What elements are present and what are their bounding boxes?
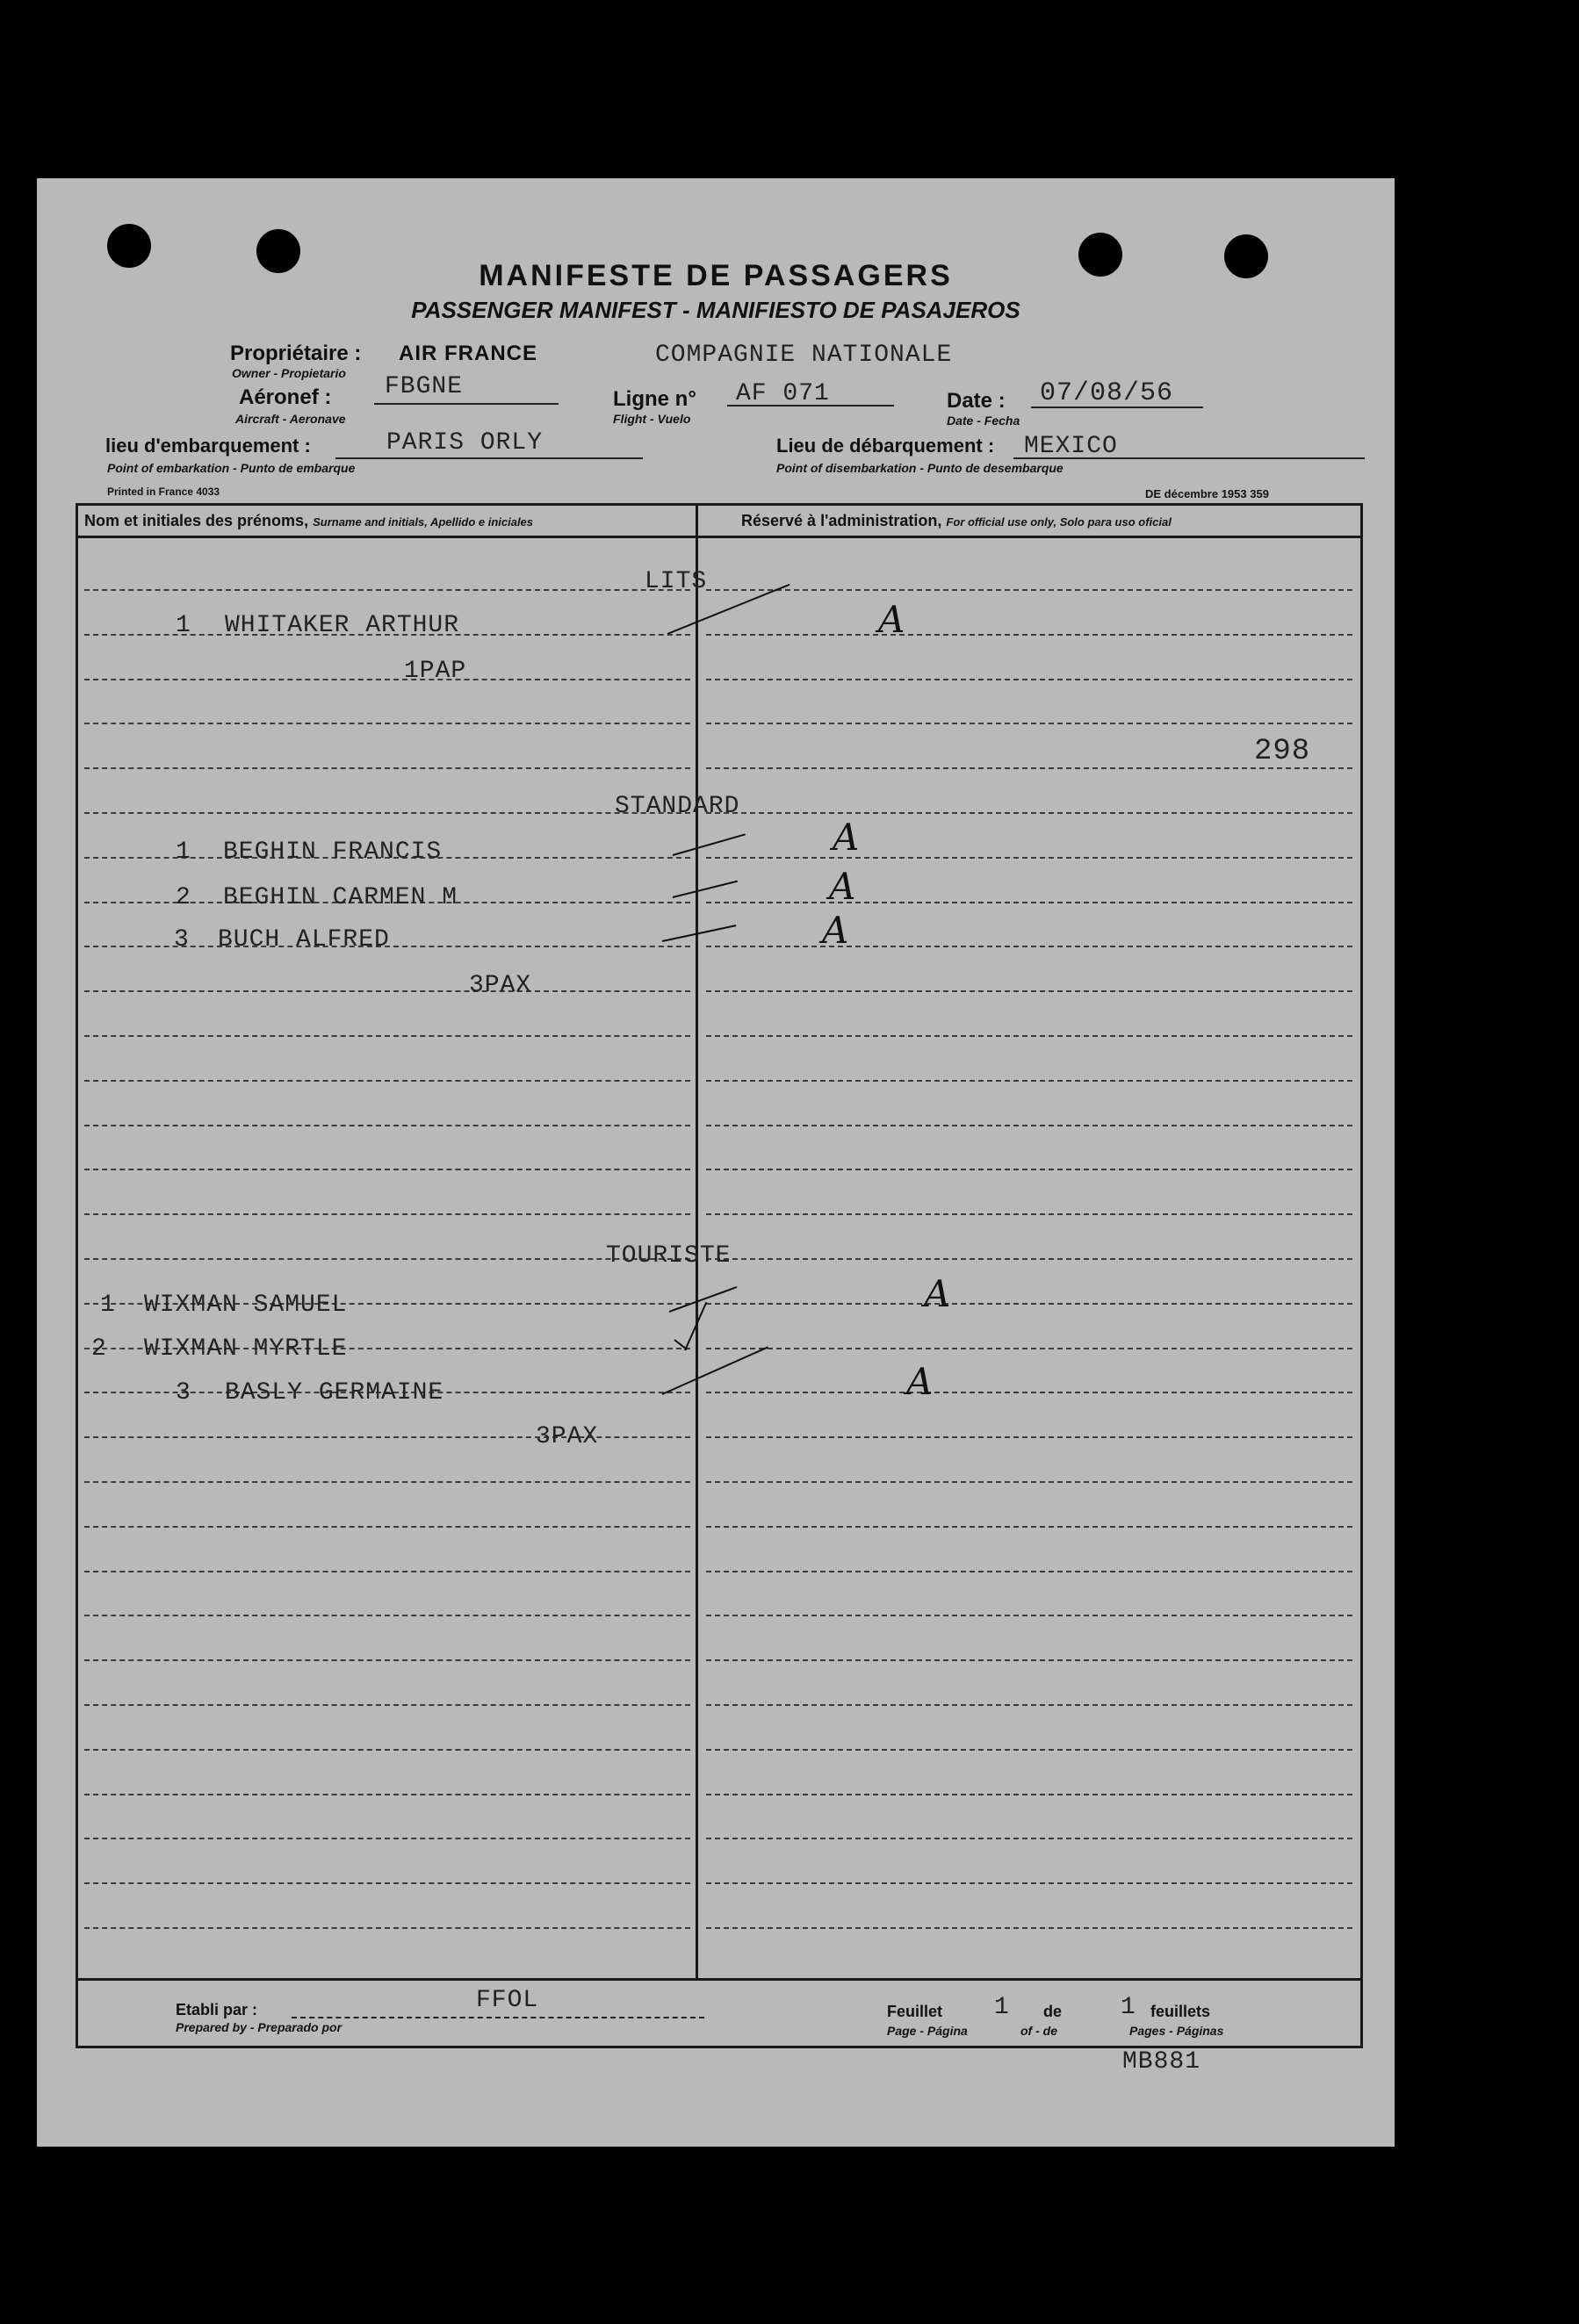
title-english-spanish: PASSENGER MANIFEST - MANIFIESTO DE PASAJEROS [411, 297, 1020, 323]
ruled-line [84, 1927, 690, 1929]
pages-sublabel: Pages - Páginas [1129, 2024, 1224, 2038]
aircraft-sublabel: Aircraft - Aeronave [235, 412, 346, 426]
page-value: 1 [994, 1994, 1010, 2021]
passenger-number: 3 [176, 1379, 191, 1407]
page-label: Feuillet [887, 2003, 943, 2020]
ruled-line [706, 1258, 1352, 1260]
ruled-line [84, 1615, 690, 1616]
passenger-name: BEGHIN CARMEN M [223, 884, 458, 911]
of-value: 1 [1121, 1994, 1136, 2021]
ruled-line [706, 1927, 1352, 1929]
ruled-line [706, 1659, 1352, 1661]
page-sublabel: Page - Página [887, 2024, 968, 2038]
ruled-line [706, 1436, 1352, 1438]
left-column-header: Nom et initiales des prénoms, Surname and initials, Apellido e iniciales [84, 512, 534, 529]
passenger-number: 1 [100, 1292, 116, 1319]
prepared-by-sublabel: Prepared by - Preparado por [176, 2020, 342, 2034]
reference-code: MB881 [1122, 2048, 1201, 2076]
passenger-number: 2 [176, 884, 191, 911]
aircraft-value: FBGNE [385, 373, 464, 400]
ruled-line [706, 723, 1352, 724]
class-touriste: TOURISTE [606, 1242, 732, 1270]
admin-mark: A [822, 909, 849, 952]
owner-typed-value: COMPAGNIE NATIONALE [655, 342, 953, 369]
admin-mark: A [833, 816, 860, 859]
ruled-line [706, 990, 1352, 992]
ruled-line [84, 589, 690, 591]
ruled-line [84, 1571, 690, 1572]
aircraft-label: Aéronef : [239, 385, 332, 409]
ruled-line [84, 1258, 690, 1260]
flight-value: AF 071 [736, 380, 830, 407]
ruled-line [84, 679, 690, 680]
ruled-line [706, 1080, 1352, 1082]
ruled-line [84, 990, 690, 992]
manifest-paper [37, 178, 1395, 2147]
passenger-name: BEGHIN FRANCIS [223, 838, 443, 866]
ruled-line [706, 1571, 1352, 1572]
ruled-line [706, 1526, 1352, 1528]
ruled-line [84, 1838, 690, 1839]
form-code: DE décembre 1953 359 [1145, 487, 1269, 500]
ruled-line [706, 1794, 1352, 1795]
ruled-line [706, 1704, 1352, 1706]
admin-note: 298 [1254, 735, 1311, 768]
flight-label: Ligne n° [613, 387, 696, 411]
ruled-line [706, 1348, 1352, 1349]
right-column-header: Réservé à l'administration, For official use only, Solo para uso oficial [741, 512, 1172, 529]
ruled-line [706, 857, 1352, 859]
ruled-line [84, 1080, 690, 1082]
of-label: de [1043, 2003, 1063, 2020]
disembarkation-label: Lieu de débarquement : [776, 435, 995, 457]
passenger-number: 1 [176, 612, 191, 639]
embarkation-sublabel: Point of embarkation - Punto de embarque [107, 461, 356, 475]
passenger-name: BASLY GERMAINE [225, 1379, 444, 1407]
disembarkation-sublabel: Point of disembarkation - Punto de desembarque [776, 461, 1063, 475]
flight-sublabel: Flight - Vuelo [613, 412, 691, 426]
admin-mark: A [906, 1360, 934, 1403]
ruled-line [706, 679, 1352, 680]
ruled-line [706, 1481, 1352, 1483]
ruled-line [84, 1213, 690, 1215]
ruled-line [706, 1125, 1352, 1126]
ruled-line [84, 1125, 690, 1126]
class-lits: LITS [645, 568, 708, 595]
ruled-line [706, 1838, 1352, 1839]
ruled-line [706, 902, 1352, 903]
ruled-line [706, 1749, 1352, 1751]
ruled-line [706, 1303, 1352, 1305]
prepared-by-value: FFOL [476, 1987, 539, 2014]
disembarkation-value: MEXICO [1024, 433, 1118, 460]
ruled-line [706, 1035, 1352, 1037]
ruled-line [706, 1169, 1352, 1170]
ruled-line [706, 634, 1352, 636]
section-total: 3PAX [536, 1423, 599, 1450]
embarkation-label: lieu d'embarquement : [105, 435, 311, 457]
passenger-name: WIXMAN MYRTLE [144, 1335, 348, 1363]
title-french: MANIFESTE DE PASSAGERS [479, 259, 953, 292]
date-sublabel: Date - Fecha [947, 414, 1020, 428]
section-total: 1PAP [404, 658, 467, 685]
owner-label: Propriétaire : [230, 342, 362, 365]
pages-label: feuillets [1150, 2003, 1211, 2020]
date-value: 07/08/56 [1040, 378, 1174, 408]
ruled-line [706, 812, 1352, 814]
ruled-line [706, 589, 1352, 591]
passenger-name: WHITAKER ARTHUR [225, 612, 460, 639]
owner-sublabel: Owner - Propietario [232, 366, 346, 380]
ruled-line [706, 1882, 1352, 1884]
ruled-line [84, 1704, 690, 1706]
ruled-line [706, 946, 1352, 947]
ruled-line [84, 1035, 690, 1037]
ruled-line [84, 1659, 690, 1661]
passenger-number: 1 [176, 838, 191, 866]
ruled-line [84, 1794, 690, 1795]
ruled-line [706, 1392, 1352, 1393]
ruled-line [706, 1615, 1352, 1616]
passenger-name: BUCH ALFRED [218, 926, 390, 953]
ruled-line [84, 1481, 690, 1483]
ruled-line [706, 1213, 1352, 1215]
ruled-line [84, 767, 690, 769]
passenger-number: 2 [91, 1335, 107, 1363]
ruled-line [84, 1526, 690, 1528]
ruled-line [84, 812, 690, 814]
ruled-line [84, 1882, 690, 1884]
ruled-line [84, 1749, 690, 1751]
section-total: 3PAX [469, 972, 532, 999]
ruled-line [84, 1436, 690, 1438]
passenger-name: WIXMAN SAMUEL [144, 1292, 348, 1319]
of-sublabel: of - de [1020, 2024, 1057, 2038]
ruled-line [84, 1169, 690, 1170]
admin-mark: A [924, 1272, 951, 1315]
embarkation-value: PARIS ORLY [386, 429, 544, 457]
owner-printed-value: AIR FRANCE [399, 342, 537, 365]
admin-mark: A [829, 865, 856, 908]
date-label: Date : [947, 389, 1006, 413]
printed-in: Printed in France 4033 [107, 486, 220, 498]
ruled-line [84, 723, 690, 724]
admin-mark: A [878, 598, 905, 641]
passenger-number: 3 [174, 926, 190, 953]
class-standard: STANDARD [615, 793, 740, 820]
prepared-by-label: Etabli par : [176, 2001, 258, 2018]
manifest-table [76, 503, 1363, 2048]
